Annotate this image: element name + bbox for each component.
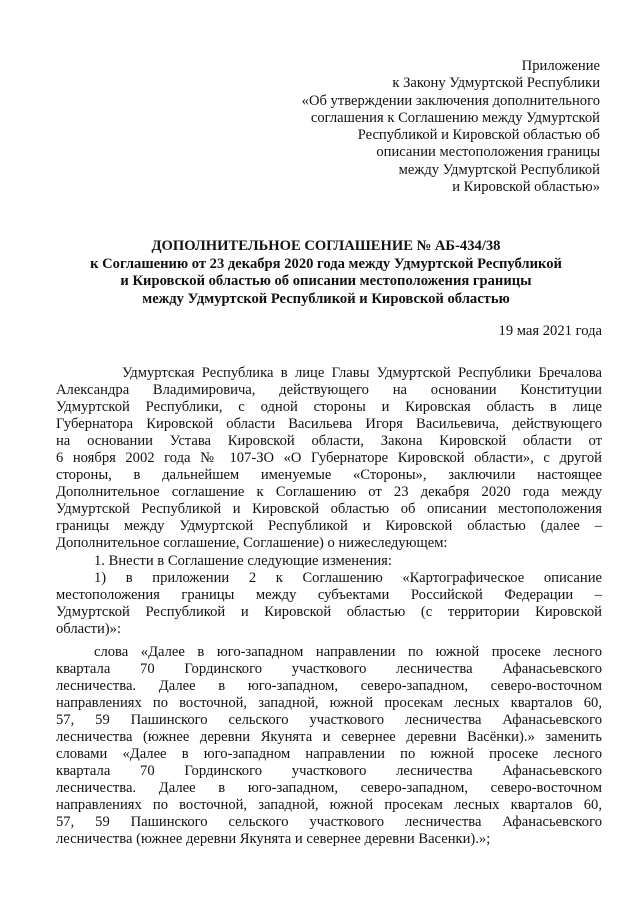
title-line: между Удмуртской Республикой и Кировской областью	[142, 290, 510, 307]
body-line: местоположения границы между субъектами Российской Федерации –	[56, 586, 602, 603]
appendix-line: описании местоположения границы	[376, 144, 600, 161]
body-line: Удмуртская Республика в лице Главы Удмуртской Республики Бречалова	[122, 365, 602, 381]
body-line: области)»:	[56, 620, 121, 637]
appendix-line: Приложение	[521, 58, 600, 74]
body-line: границы между Удмуртской Республикой и Кировской областью (далее –	[56, 518, 602, 535]
body-line: 57, 59 Пашинского сельского участкового лесничества Афанасьевского	[56, 814, 602, 831]
body-line: лесничества (южнее деревни Якунята и севернее деревни Васенки).»;	[56, 831, 491, 848]
appendix-line: и Кировской областью»	[452, 179, 600, 196]
body-line: Губернатора Кировской области Васильева Игоря Васильевича, действующего	[56, 416, 602, 433]
document-date: 19 мая 2021 года	[498, 323, 602, 339]
body-line: Александра Владимировича, действующего на основании Конституции	[56, 382, 602, 399]
body-line: квартала 70 Гординского участкового лесничества Афанасьевского	[56, 763, 602, 780]
appendix-line: соглашения к Соглашению между Удмуртской	[310, 109, 600, 126]
title-line: к Соглашению от 23 декабря 2020 года между Удмуртской Республикой	[90, 255, 562, 272]
body-line: слова «Далее в юго-западном направлении по южной просеке лесного	[94, 643, 602, 660]
title-line: и Кировской областью об описании местоположения границы	[120, 273, 532, 290]
document-body	[56, 365, 602, 848]
document-title	[66, 238, 586, 308]
body-line: квартала 70 Гординского участкового лесничества Афанасьевского	[56, 660, 602, 677]
appendix-line: между Удмуртской Республикой	[398, 161, 600, 178]
body-line: направлениях по восточной, западной, южной просекам лесных кварталов 60,	[56, 797, 602, 814]
body-line: 57, 59 Пашинского сельского участкового лесничества Афанасьевского	[56, 711, 602, 728]
body-line: Удмуртской Республики, с одной стороны и Кировская область в лице	[56, 399, 602, 416]
body-line: Удмуртской Республикой и Кировской областью (с территории Кировской	[56, 603, 602, 620]
body-line: 1. Внести в Соглашение следующие изменения:	[94, 552, 392, 569]
title-line: ДОПОЛНИТЕЛЬНОЕ СОГЛАШЕНИЕ № АБ-434/38	[151, 238, 501, 254]
body-line: 6 ноября 2002 года № 107-ЗО «О Губернаторе Кировской области», с другой	[56, 450, 602, 467]
appendix-header	[240, 58, 600, 196]
body-line: словами «Далее в юго-западном направлении по южной просеке лесного	[56, 746, 602, 763]
appendix-line: Республикой и Кировской областью об	[357, 127, 600, 144]
body-line: 1) в приложении 2 к Соглашению «Картографическое описание	[94, 569, 602, 586]
body-line: стороны, в дальнейшем именуемые «Стороны», заключили настоящее	[56, 467, 602, 484]
appendix-line: «Об утверждении заключения дополнительного	[301, 92, 600, 109]
body-line: направлениях по восточной, западной, южной просекам лесных кварталов 60,	[56, 694, 602, 711]
appendix-line: к Закону Удмуртской Республики	[392, 75, 600, 92]
body-line: Дополнительное соглашение к Соглашению от 23 декабря 2020 года между	[56, 484, 602, 501]
body-line: Удмуртской Республикой и Кировской областью об описании местоположения	[56, 501, 602, 518]
body-line: на основании Устава Кировской области, Закона Кировской области от	[56, 433, 602, 450]
body-line: Дополнительное соглашение, Соглашение) о нижеследующем:	[56, 535, 448, 552]
body-line: лесничества. Далее в юго-западном, северо-западном, северо-восточном	[56, 677, 602, 694]
body-line: лесничества (южнее деревни Якунята и севернее деревни Васёнки).» заменить	[56, 728, 602, 745]
body-line: лесничества. Далее в юго-западном, северо-западном, северо-восточном	[56, 780, 602, 797]
